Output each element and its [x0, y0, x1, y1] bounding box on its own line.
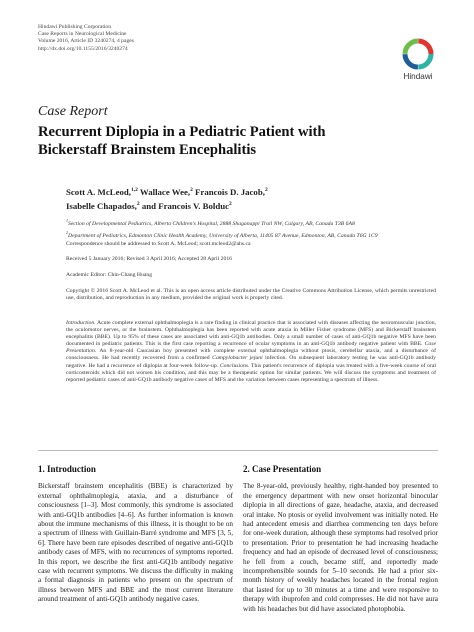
introduction-heading: 1. Introduction: [38, 464, 96, 474]
meta-publisher: Hindawi Publishing Corporation: [38, 24, 112, 30]
author-affil-mark: 2: [136, 200, 140, 207]
author-name: Isabelle Chapados,: [66, 200, 137, 211]
meta-doi[interactable]: http://dx.doi.org/10.1155/2016/3240274: [38, 45, 128, 52]
abstract-case-text: An 8-year-old Caucasian boy presented with complete external ophthalmoplegia without ptosis, cerebellar ataxia, and a disturbance of consciousness. He had recently recovered from a confirmed: [66, 348, 436, 362]
meta-journal: Case Reports in Neurological Medicine: [38, 31, 127, 38]
abstract-intro-text: Acute complete external ophthalmoplegia is a rare finding in clinical practice that is associated with diseases affecting the neuromuscular junction, the oculomotor nerves, or the brainstem. Ophthalmoplegia has been reported with acute ataxia in Miller Fisher syndrome (MFS) and Bickerstaff brainstem encephalitis (BBE). Up to 95% of these cases are associated with anti-GQ1b antibodies. Only a small number of cases of anti-GQ1b negative MFS have been documented in pediatric patients. This is the first case reporting a recurrence of ocular symptoms in an anti-GQ1b antibody negative patient with BBE.: [66, 320, 436, 348]
hindawi-logo: [393, 37, 443, 85]
author-affil-mark: 1,2: [131, 187, 138, 193]
introduction-section: [38, 465, 233, 605]
introduction-body: Bickerstaff brainstem encephalitis (BBE) is characterized by external ophthalmoplegia, ataxia, and a disturbance of consciousness [1–3]. Most commonly, this syndrome is associated with anti-GQ1b antibodies [4–6]. As further information is known about the immune mechanisms of this illness, it is thought to be on a spectrum of illness with Guillain-Barré syndrome and MFS [3, 5, 6]. There have been rare episodes described of negative anti-GQ1b antibody cases of MFS, with no recurrences of symptoms reported. In this report, we describe the first anti-GQ1b antibody negative case with recurrent symptoms. We discuss the difficulty in making a formal diagnosis in patients who present on the spectrum of illness between MFS and BBE and the most current literature around treatment of anti-GQ1b antibody negative cases.: [38, 482, 233, 604]
author-name: Francois D. Jacob,: [192, 186, 265, 197]
case-presentation-section: [243, 465, 438, 614]
affiliation-2: $^2$Department of Pediatrics, Edmonton Clinic Health Academy, University of Alberta, 11405 87 Avenue, Edmonton, AB, Canada T6G 1C9: [66, 230, 378, 240]
authors-line-1: [66, 184, 426, 198]
case-presentation-body: The 8-year-old, previously healthy, right-handed boy presented to the emergency department with new onset horizontal binocular diplopia in all directions of gaze, headache, ataxia, and decreased oral intake. No ptosis or eyelid involvement was initially noted. He had antecedent emesis and diarrhea commencing ten days before for one-week duration, although these symptoms had resolved prior to presentation. Prior to presentation he had increasing headache frequency and had an episode of decreased level of consciousness; he fell from a couch, became stiff, and reportedly made incomprehensible sounds for 5–10 seconds. He had a prior six-month history of weekly headaches located in the frontal region that lasted for up to 30 minutes at a time and were responsive to therapy with ibuprofen and cold compresses. He did not have aura with his headaches but did have associated photophobia.: [243, 482, 438, 613]
author-name: Wallace Wee,: [137, 186, 191, 197]
abstract-case-text-2: infection. On subsequent laboratory testing he was anti-GQ1b antibody negative. He had a recurrence of diplopia at four-week follow-up.: [66, 355, 436, 369]
author-affil-mark: 2: [229, 200, 232, 207]
authors-line-2: [66, 198, 426, 212]
copyright-notice: Copyright © 2016 Scott A. McLeod et al. This is an open access article distributed under the Creative Commons Attribution License, which permits unrestricted use, distribution, and reproduction in any medium, provided the original work is properly cited.: [66, 288, 436, 302]
abstract-conclusions-text: This patient's recurrence of diplopia was treated with a five-week course of oral corticosteroids which did not worsen his condition, and this may be a therapeutic option for similar patients. We will discuss the symptoms and treatment of reported pediatric cases of anti-GQ1b antibody negative cases of MFS and the variation between cases representing a spectrum of illness.: [66, 362, 437, 383]
article-title: [38, 123, 438, 159]
author-affil-mark: 2: [190, 187, 193, 193]
case-presentation-heading: 2. Case Presentation: [243, 464, 322, 474]
section-divider: [38, 450, 438, 451]
abstract: [66, 320, 436, 384]
author-name: and Francois V. Bolduc: [139, 200, 230, 211]
academic-editor: Academic Editor: Chin-Chang Huang: [66, 272, 153, 278]
author-name: Scott A. McLeod,: [66, 186, 131, 197]
title-line-1: Recurrent Diplopia in a Pediatric Patient with: [38, 124, 326, 140]
abstract-case-label: Case Presentation.: [66, 341, 436, 355]
title-line-2: Bickerstaff Brainstem Encephalitis: [38, 142, 257, 158]
author-list: [66, 184, 426, 212]
author-affil-mark: 2: [264, 187, 268, 193]
correspondence: Correspondence should be addressed to Scott A. McLeod; scott.mcleod2@ahs.ca: [66, 241, 251, 247]
affiliations: [66, 217, 436, 241]
hindawi-logo-icon: [401, 37, 435, 71]
journal-meta: [38, 24, 298, 53]
article-dates: Received 5 January 2016; Revised 3 April 2016; Accepted 28 April 2016: [66, 256, 233, 262]
abstract-conclusions-label: Conclusions.: [219, 362, 250, 369]
meta-volume: Volume 2016, Article ID 3240274, 4 pages: [38, 38, 134, 45]
abstract-organism: Campylobacter jejuni: [212, 355, 263, 362]
logo-wordmark: Hindawi: [403, 72, 433, 81]
article-type: Case Report: [38, 104, 108, 119]
abstract-intro-label: Introduction.: [66, 320, 96, 326]
affiliation-1: $^1$Section of Developmental Pediatrics, Alberta Children's Hospital, 2888 Shaganappi Trail NW, Calgary, AB, Canada T3B 6A8: [66, 218, 355, 227]
